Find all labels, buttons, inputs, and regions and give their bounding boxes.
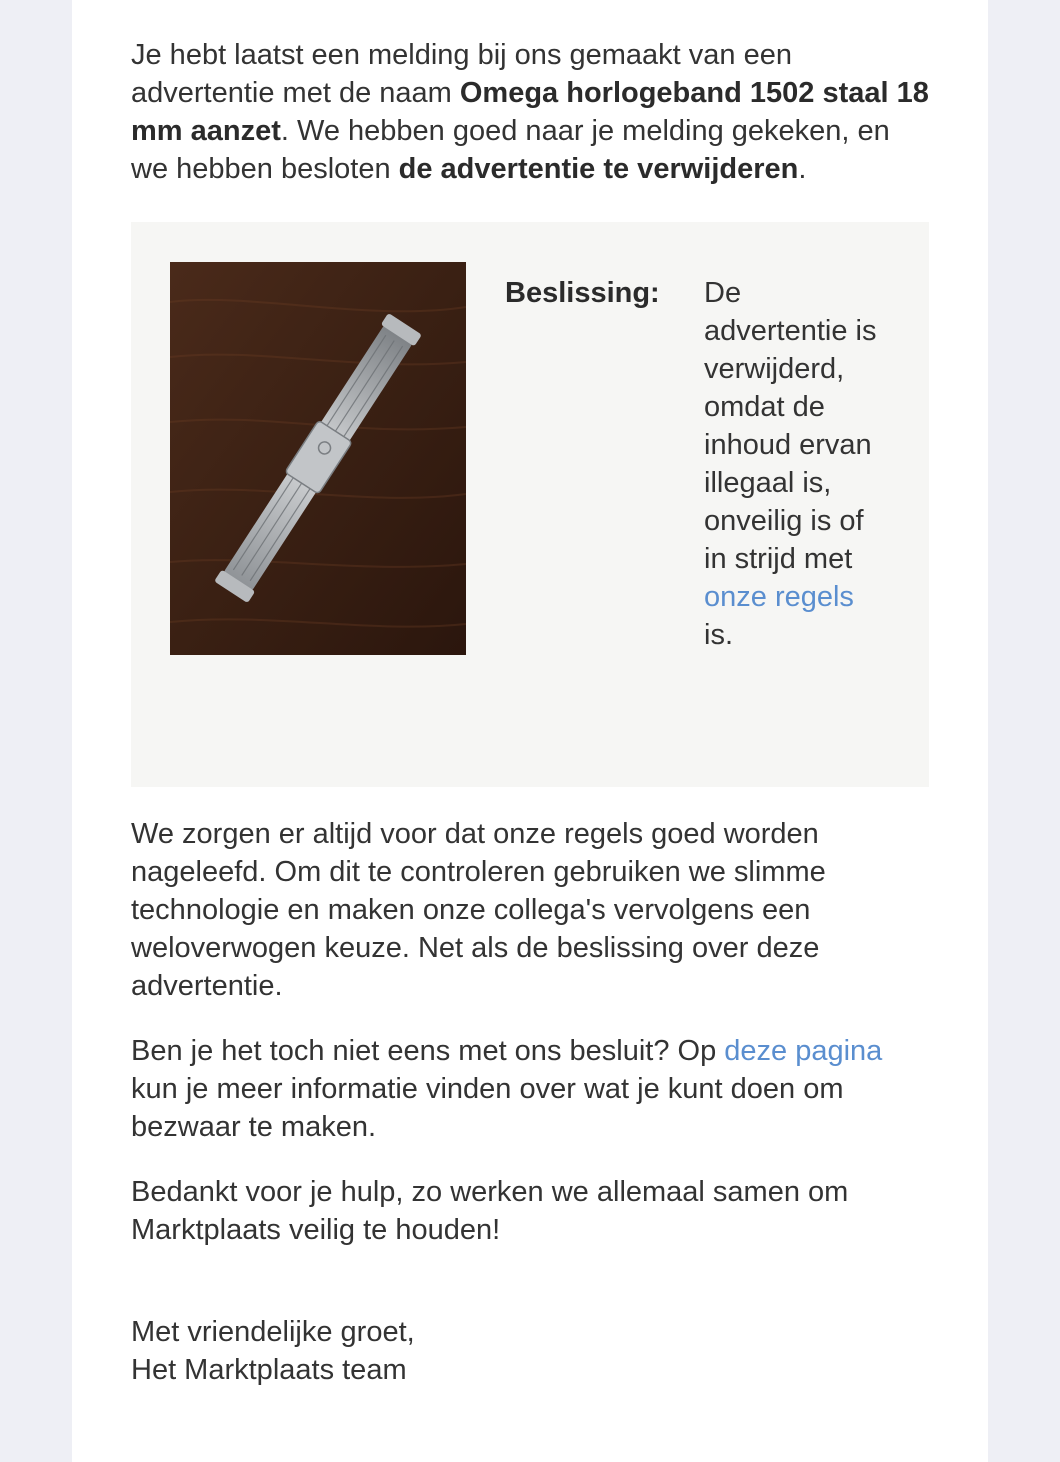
intro-paragraph [131, 36, 929, 188]
listing-name: Omega horlogeband 1502 staal 18 mm aanzet [131, 77, 929, 147]
thanks-paragraph: Bedankt voor je hulp, zo werken we allemaal samen om Marktplaats veilig te houden! [131, 1176, 849, 1246]
intro-text-1: Je hebt laatst een melding bij ons gemaakt van een advertentie met de naam [131, 39, 792, 109]
decision-summary: de advertentie te verwijderen [398, 153, 799, 185]
appeal-page-link[interactable]: deze pagina [724, 1035, 883, 1067]
appeal-text-after: kun je meer informatie vinden over wat je kunt doen om bezwaar te maken. [131, 1073, 844, 1143]
email-content [131, 36, 929, 1389]
watch-band-image [170, 262, 466, 655]
appeal-paragraph [131, 1032, 929, 1146]
email-page [72, 0, 988, 1462]
decision-box [131, 222, 929, 787]
signoff-greeting: Met vriendelijke groet, [131, 1316, 415, 1348]
intro-text-3: . [798, 153, 807, 185]
signoff-team: Het Marktplaats team [131, 1354, 407, 1386]
decision-text-before: De advertentie is verwijderd, omdat de inhoud ervan illegaal is, onveilig is of in strijd met [704, 277, 877, 575]
moderation-paragraph: We zorgen er altijd voor dat onze regels goed worden nageleefd. Om dit te controleren gebruiken we slimme technologie en maken onze collega's vervolgens een weloverwogen keuze. Net als de beslissing over deze advertentie. [131, 818, 826, 1002]
decision-text [704, 274, 884, 654]
intro-text-2: . We hebben goed naar je melding gekeken, en we hebben besloten [131, 115, 890, 185]
rules-link[interactable]: onze regels [704, 581, 854, 613]
decision-text-after: is. [704, 619, 733, 651]
watch-band-photo [170, 262, 466, 655]
decision-label: Beslissing: [505, 277, 660, 309]
appeal-text-before: Ben je het toch niet eens met ons besluit? Op [131, 1035, 725, 1067]
signoff [131, 1313, 929, 1389]
